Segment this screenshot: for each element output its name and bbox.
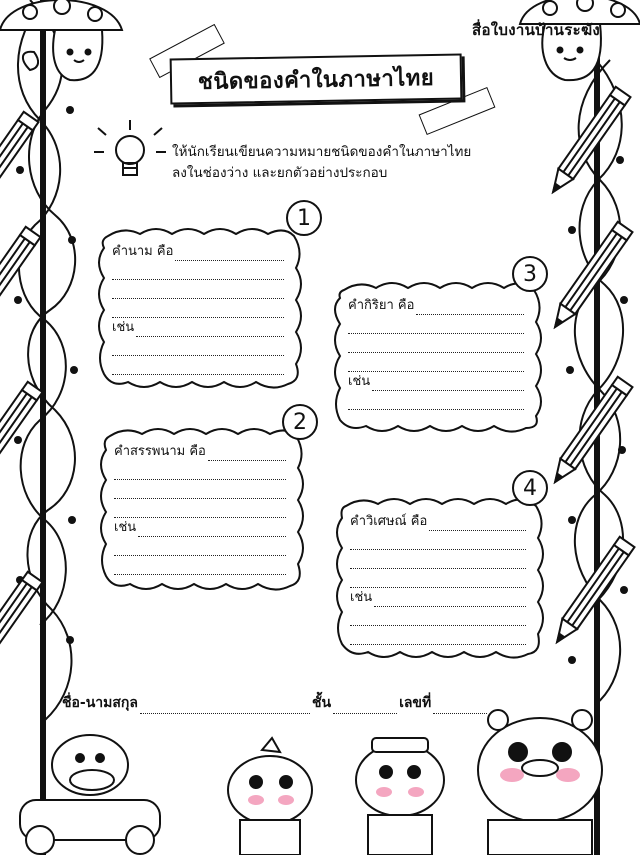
writing-line[interactable]: [350, 531, 526, 550]
box-2-content: [114, 442, 286, 575]
writing-line[interactable]: [350, 550, 526, 569]
writing-line[interactable]: [348, 391, 524, 410]
number-field[interactable]: [433, 702, 487, 714]
box-4-definition-line[interactable]: [350, 512, 526, 531]
lightbulb-icon: [94, 120, 166, 175]
writing-line[interactable]: [114, 499, 286, 518]
box-2-term: คำสรรพนาม คือ: [114, 444, 206, 459]
writing-line[interactable]: [348, 334, 524, 353]
pencil-icon-right-group: [546, 87, 635, 647]
writing-line[interactable]: [114, 461, 286, 480]
instruction-line-2: ลงในช่องว่าง และยกตัวอย่างประกอบ: [172, 165, 388, 181]
number-label: เลขที่: [399, 695, 432, 711]
box-1-content: [112, 242, 284, 375]
box-4-term: คำวิเศษณ์ คือ: [350, 514, 428, 529]
box-4-example-line[interactable]: [350, 588, 526, 607]
name-label: ชื่อ-นามสกุล: [62, 695, 138, 711]
box-2-definition-line[interactable]: [114, 442, 286, 461]
source-label: สื่อใบงานบ้านระฆัง: [472, 21, 600, 39]
pencil-icon-left-group: [0, 112, 42, 682]
answer-box-2: [96, 422, 308, 592]
writing-line[interactable]: [350, 607, 526, 626]
box-1-term: คำนาม คือ: [112, 244, 174, 259]
box-3-content: [348, 296, 524, 410]
hippo-icon-group: [20, 710, 602, 855]
writing-line[interactable]: [114, 537, 286, 556]
box-1-number-badge: 1: [286, 200, 322, 236]
answer-box-3: [330, 276, 546, 434]
class-field[interactable]: [333, 702, 397, 714]
student-info-row: [62, 692, 510, 714]
writing-line[interactable]: [112, 356, 284, 375]
writing-line[interactable]: [348, 353, 524, 372]
box-2-example-line[interactable]: [114, 518, 286, 537]
box-4-example-label: เช่น: [350, 590, 373, 605]
class-label: ชั้น: [311, 695, 332, 711]
writing-line[interactable]: [112, 337, 284, 356]
box-3-term: คำกิริยา คือ: [348, 298, 415, 313]
box-3-definition-line[interactable]: [348, 296, 524, 315]
writing-line[interactable]: [112, 280, 284, 299]
box-4-number-badge: 4: [512, 470, 548, 506]
writing-line[interactable]: [114, 480, 286, 499]
writing-line[interactable]: [348, 315, 524, 334]
box-2-number-badge: 2: [282, 404, 318, 440]
box-3-number-badge: 3: [512, 256, 548, 292]
name-field[interactable]: [140, 702, 310, 714]
title-banner: [170, 53, 463, 104]
box-2-example-label: เช่น: [114, 520, 137, 535]
answer-box-4: [332, 492, 548, 660]
writing-line[interactable]: [350, 626, 526, 645]
box-4-content: [350, 512, 526, 645]
writing-line[interactable]: [350, 569, 526, 588]
box-3-example-label: เช่น: [348, 374, 371, 389]
writing-line[interactable]: [112, 261, 284, 280]
box-1-definition-line[interactable]: [112, 242, 284, 261]
box-3-example-line[interactable]: [348, 372, 524, 391]
box-1-example-label: เช่น: [112, 320, 135, 335]
writing-line[interactable]: [112, 299, 284, 318]
instruction-text: [172, 142, 502, 184]
answer-box-1: [94, 222, 306, 390]
writing-line[interactable]: [114, 556, 286, 575]
page-title: ชนิดของคำในภาษาไทย: [197, 65, 435, 95]
box-1-example-line[interactable]: [112, 318, 284, 337]
instruction-line-1: ให้นักเรียนเขียนความหมายชนิดของคำในภาษาไทย: [172, 144, 472, 160]
